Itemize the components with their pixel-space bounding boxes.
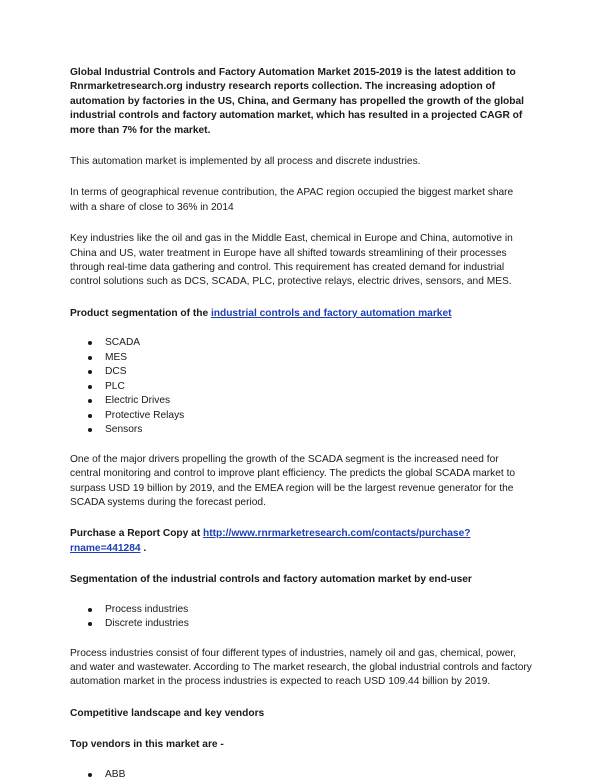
purchase-suffix: . <box>140 542 147 554</box>
paragraph-scada-drivers: One of the major drivers propelling the growth of the SCADA segment is the increased need for central monitoring and control to improve plant efficiency. The predicts the global SCADA market to surpass USD 19 billion by 2019, and the EMEA region will be the largest revenue generator for the SCADA systems during the forecast period. <box>70 453 516 508</box>
list-item: Discrete industries <box>70 617 532 632</box>
paragraph-key-industries: Key industries like the oil and gas in the Middle East, chemical in Europe and China, automotive in China and US, water treatment in Europe have all shifted towards streamlining of their processes through real-time data gathering and control. This requirement has created demand for industrial control solutions such as DCS, SCADA, PLC, protective relays, electric drives, sensors, and MES. <box>70 233 513 288</box>
list-item: Process industries <box>70 603 532 618</box>
list-item: Sensors <box>70 423 532 438</box>
purchase-link[interactable]: http://www.rnrmarketresearch.com/contacts/purchase?rname=441284 <box>70 528 471 554</box>
paragraph-process-industries: Process industries consist of four different types of industries, namely oil and gas, chemical, power, and water and wastewater. According to The market research, the global industrial controls and factory automation market in the process industries is expected to reach USD 109.44 billion by 2019. <box>70 647 532 688</box>
purchase-prefix: Purchase a Report Copy at <box>70 528 204 540</box>
product-heading-prefix: Product segmentation of the <box>70 307 211 319</box>
product-segmentation-heading <box>70 307 532 321</box>
market-link[interactable]: industrial controls and factory automation market <box>210 307 452 319</box>
vendor-list <box>70 768 532 782</box>
bullet-icon <box>88 773 92 777</box>
document-body <box>70 66 532 782</box>
bullet-icon <box>88 428 92 432</box>
competitive-heading: Competitive landscape and key vendors <box>70 707 265 719</box>
list-item: PLC <box>70 380 532 395</box>
bullet-icon <box>88 385 92 389</box>
list-item: SCADA <box>70 336 532 351</box>
bullet-icon <box>88 399 92 403</box>
enduser-heading: Segmentation of the industrial controls and factory automation market by end-user <box>70 574 472 586</box>
enduser-list <box>70 603 532 632</box>
list-item: MES <box>70 351 532 366</box>
bullet-icon <box>88 370 92 374</box>
paragraph-implementation: This automation market is implemented by all process and discrete industries. <box>70 156 421 168</box>
bullet-icon <box>88 608 92 612</box>
bullet-icon <box>88 622 92 626</box>
bullet-icon <box>88 414 92 418</box>
list-item: Protective Relays <box>70 409 532 424</box>
list-item: DCS <box>70 365 532 380</box>
paragraph-geography: In terms of geographical revenue contribution, the APAC region occupied the biggest market share with a share of close to 36% in 2014 <box>70 187 514 213</box>
list-item: ABB <box>70 768 532 782</box>
bullet-icon <box>88 341 92 345</box>
vendors-heading: Top vendors in this market are - <box>70 739 224 751</box>
bullet-icon <box>88 356 92 360</box>
product-list <box>70 336 532 438</box>
list-item: Electric Drives <box>70 394 532 409</box>
intro-paragraph: Global Industrial Controls and Factory Automation Market 2015-2019 is the latest addition to Rnrmarketresearch.org industry research reports collection. The increasing adoption of automation by factories in the US, China, and Germany has propelled the growth of the global industrial controls and factory automation market, which has resulted in a projected CAGR of more than 7% for the market. <box>70 67 524 136</box>
purchase-line <box>70 527 532 556</box>
